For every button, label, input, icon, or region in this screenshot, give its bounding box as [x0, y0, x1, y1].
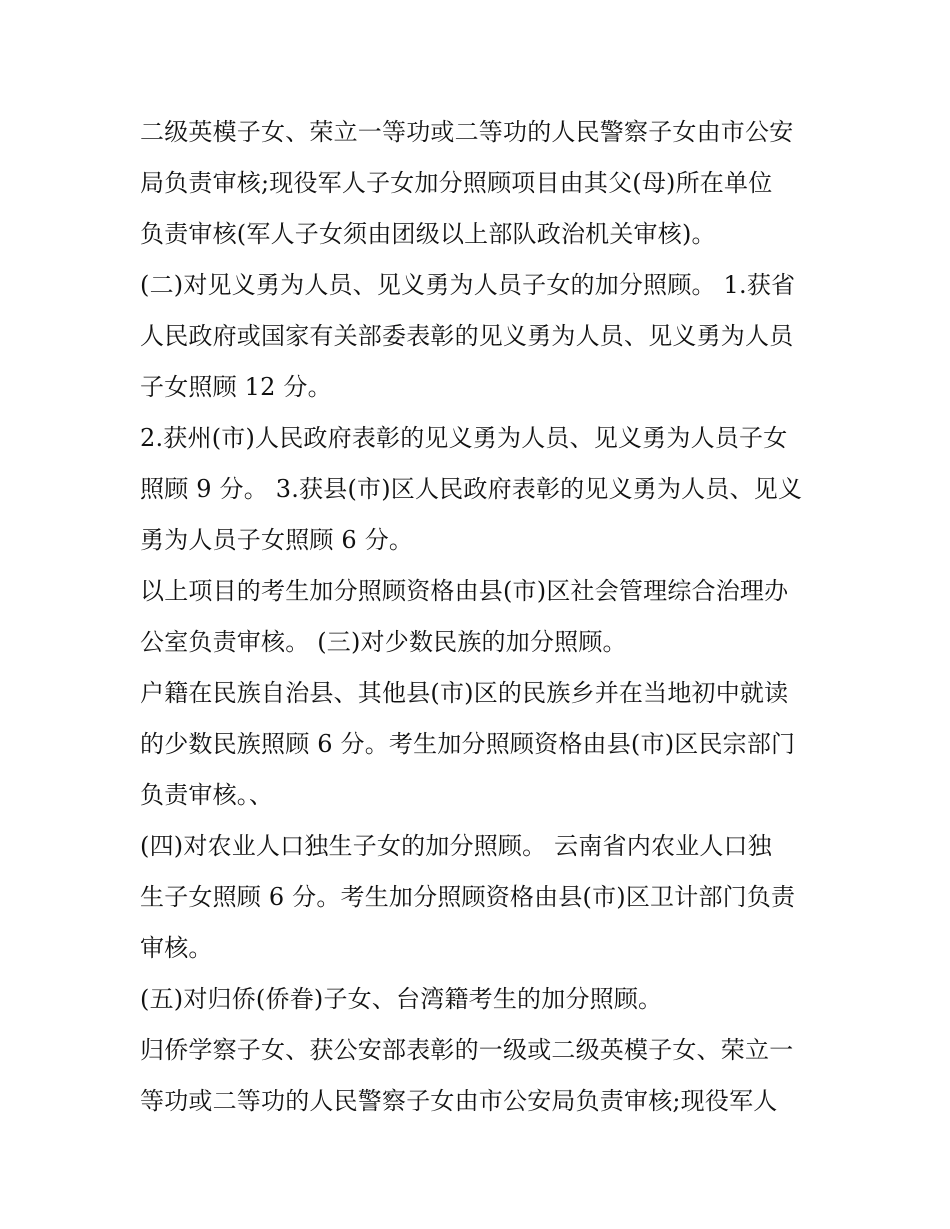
text-line: 归侨学察子女、获公安部表彰的一级或二级英模子女、荣立一 [140, 1036, 794, 1064]
text-line: (五)对归侨(侨眷)子女、台湾籍考生的加分照顾。 [140, 985, 663, 1013]
text-line: 的少数民族照顾 6 分。考生加分照顾资格由县(市)区民宗部门 [140, 730, 796, 758]
text-line: 局负责审核;现役军人子女加分照顾项目由其父(母)所在单位 [140, 169, 773, 197]
text-line: (四)对农业人口独生子女的加分照顾。 云南省内农业人口独 [140, 832, 772, 860]
text-line: 等功或二等功的人民警察子女由市公安局负责审核;现役军人 [140, 1087, 778, 1115]
text-line: 照顾 9 分。 3.获县(市)区人民政府表彰的见义勇为人员、见义 [140, 475, 803, 503]
text-line: 户籍在民族自治县、其他县(市)区的民族乡并在当地初中就读 [140, 679, 789, 707]
text-line: 子女照顾 12 分。 [140, 373, 332, 401]
text-line: 人民政府或国家有关部委表彰的见义勇为人员、见义勇为人员 [140, 322, 794, 350]
document-body [140, 107, 830, 1127]
text-line: 2.获州(市)人民政府表彰的见义勇为人员、见义勇为人员子女 [140, 424, 788, 452]
text-line: 二级英模子女、荣立一等功或二等功的人民警察子女由市公安 [140, 118, 794, 146]
text-line: 公室负责审核。 (三)对少数民族的加分照顾。 [140, 628, 627, 656]
text-line: 以上项目的考生加分照顾资格由县(市)区社会管理综合治理办 [140, 577, 789, 605]
text-line: 勇为人员子女照顾 6 分。 [140, 526, 414, 554]
text-line: 审核。 [140, 934, 213, 962]
text-line: (二)对见义勇为人员、见义勇为人员子女的加分照顾。 1.获省 [140, 271, 796, 299]
text-line: 负责审核。、 [140, 781, 274, 809]
text-line: 负责审核(军人子女须由团级以上部队政治机关审核)。 [140, 220, 716, 248]
text-line: 生子女照顾 6 分。考生加分照顾资格由县(市)区卫计部门负责 [140, 883, 796, 911]
